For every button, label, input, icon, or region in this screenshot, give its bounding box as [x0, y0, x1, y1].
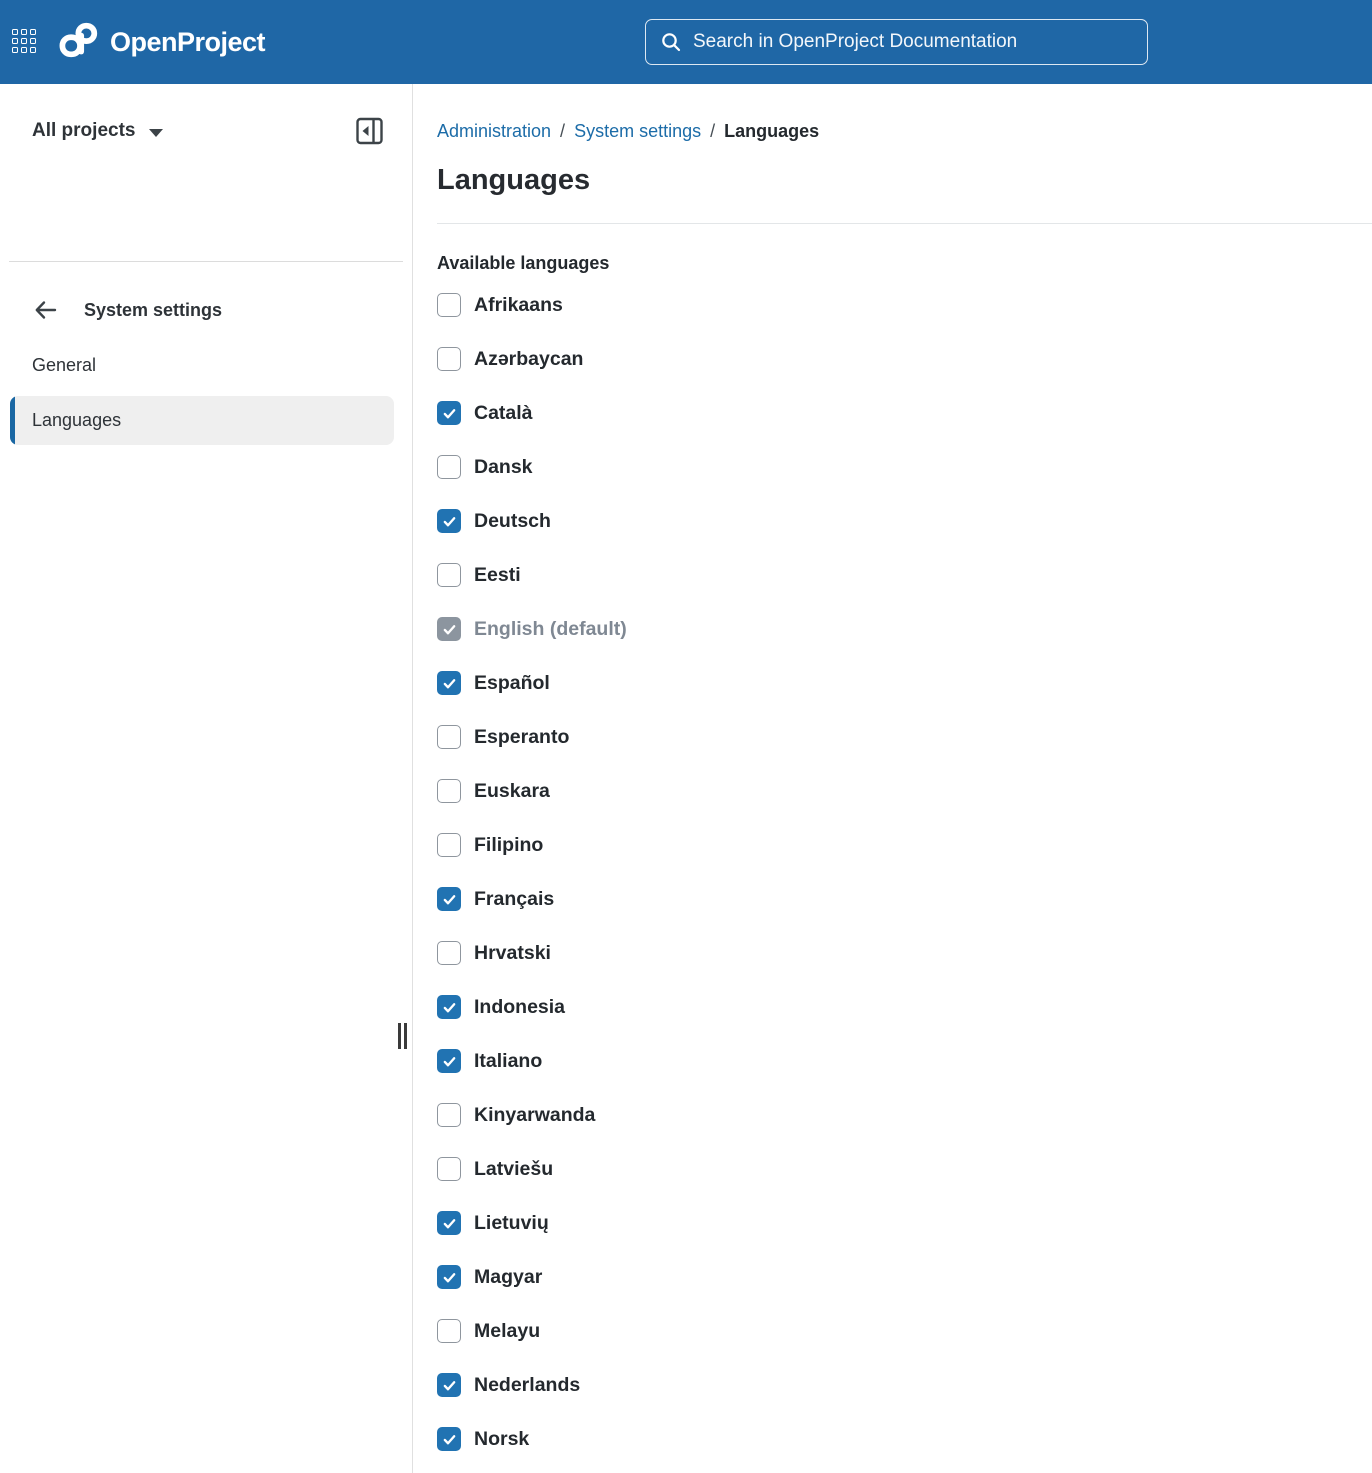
available-languages-label: Available languages	[437, 253, 610, 273]
checkbox-eesti[interactable]	[437, 563, 461, 587]
language-label-filipino[interactable]: Filipino	[474, 833, 544, 856]
language-label-espa-ol[interactable]: Español	[474, 671, 550, 694]
checkbox-fran-ais[interactable]	[437, 887, 461, 911]
language-label-latvie-u[interactable]: Latviešu	[474, 1157, 554, 1180]
project-selector-row	[0, 84, 412, 178]
check-icon	[442, 1054, 457, 1069]
sidebar-item-label: Languages	[32, 410, 122, 430]
sidebar-resize-handle[interactable]	[395, 1023, 409, 1049]
checkbox-english-default	[437, 617, 461, 641]
language-label-english-default: English (default)	[474, 617, 627, 640]
checkbox-az-rbaycan[interactable]	[437, 347, 461, 371]
checkbox-filipino[interactable]	[437, 833, 461, 857]
language-label-italiano[interactable]: Italiano	[474, 1049, 543, 1072]
language-label-esperanto[interactable]: Esperanto	[474, 725, 570, 748]
language-label-deutsch[interactable]: Deutsch	[474, 509, 551, 532]
language-row-indonesia	[437, 980, 1372, 1034]
language-row-lietuvi	[437, 1196, 1372, 1250]
check-icon	[442, 622, 457, 637]
check-icon	[442, 1270, 457, 1285]
main-content	[414, 84, 1372, 1473]
language-label-fran-ais[interactable]: Français	[474, 887, 555, 910]
language-row-catal	[437, 386, 1372, 440]
chevron-down-icon	[149, 129, 163, 137]
settings-section-header	[0, 289, 412, 335]
openproject-logo[interactable]	[58, 0, 265, 84]
search-icon	[660, 31, 682, 53]
language-row-kinyarwanda	[437, 1088, 1372, 1142]
language-row-dansk	[437, 440, 1372, 494]
language-row-melayu	[437, 1304, 1372, 1358]
language-label-euskara[interactable]: Euskara	[474, 779, 550, 802]
language-row-hrvatski	[437, 926, 1372, 980]
sidebar-item-label: General	[32, 354, 97, 375]
language-row-euskara	[437, 764, 1372, 818]
language-label-norsk[interactable]: Norsk	[474, 1427, 530, 1450]
sidebar-item-general[interactable]	[10, 342, 394, 388]
check-icon	[442, 1216, 457, 1231]
project-selector-label: All projects	[32, 120, 136, 141]
top-header	[0, 0, 1372, 84]
checkbox-kinyarwanda[interactable]	[437, 1103, 461, 1127]
breadcrumb-item-administration[interactable]: Administration	[437, 121, 552, 141]
checkbox-espa-ol[interactable]	[437, 671, 461, 695]
language-label-lietuvi[interactable]: Lietuvių	[474, 1211, 549, 1234]
project-selector[interactable]	[32, 120, 163, 142]
language-row-norsk	[437, 1412, 1372, 1466]
openproject-logo-icon	[58, 22, 102, 63]
checkbox-magyar[interactable]	[437, 1265, 461, 1289]
language-row-italiano	[437, 1034, 1372, 1088]
check-icon	[442, 1000, 457, 1015]
breadcrumb-separator: /	[560, 121, 566, 141]
language-label-magyar[interactable]: Magyar	[474, 1265, 543, 1288]
product-name: OpenProject	[110, 26, 266, 57]
breadcrumb-separator: /	[710, 121, 716, 141]
check-icon	[442, 1432, 457, 1447]
checkbox-norsk[interactable]	[437, 1427, 461, 1451]
language-row-espa-ol	[437, 656, 1372, 710]
checkbox-latvie-u[interactable]	[437, 1157, 461, 1181]
checkbox-italiano[interactable]	[437, 1049, 461, 1073]
checkbox-indonesia[interactable]	[437, 995, 461, 1019]
language-row-esperanto	[437, 710, 1372, 764]
title-divider	[437, 223, 1372, 224]
checkbox-hrvatski[interactable]	[437, 941, 461, 965]
back-arrow-icon[interactable]	[33, 297, 59, 323]
language-label-eesti[interactable]: Eesti	[474, 563, 521, 586]
language-row-afrikaans	[437, 278, 1372, 332]
sidebar-item-languages[interactable]	[10, 396, 394, 445]
language-label-nederlands[interactable]: Nederlands	[474, 1373, 581, 1396]
checkbox-deutsch[interactable]	[437, 509, 461, 533]
language-row-deutsch	[437, 494, 1372, 548]
language-label-dansk[interactable]: Dansk	[474, 455, 533, 478]
sidebar-divider	[9, 261, 403, 262]
language-row-filipino	[437, 818, 1372, 872]
language-label-afrikaans[interactable]: Afrikaans	[474, 293, 563, 316]
documentation-search	[645, 19, 1148, 65]
language-list	[437, 278, 1372, 1466]
check-icon	[442, 1378, 457, 1393]
collapse-sidebar-icon	[356, 118, 383, 145]
page-title: Languages	[437, 164, 591, 196]
checkbox-afrikaans[interactable]	[437, 293, 461, 317]
search-input[interactable]	[693, 31, 1133, 53]
language-row-magyar	[437, 1250, 1372, 1304]
language-label-indonesia[interactable]: Indonesia	[474, 995, 566, 1018]
checkbox-dansk[interactable]	[437, 455, 461, 479]
language-row-english-default	[437, 602, 1372, 656]
language-row-az-rbaycan	[437, 332, 1372, 386]
checkbox-esperanto[interactable]	[437, 725, 461, 749]
breadcrumb	[437, 121, 1372, 142]
checkbox-nederlands[interactable]	[437, 1373, 461, 1397]
checkbox-catal[interactable]	[437, 401, 461, 425]
collapse-sidebar-button[interactable]	[356, 118, 383, 145]
language-row-latvie-u	[437, 1142, 1372, 1196]
language-label-melayu[interactable]: Melayu	[474, 1319, 541, 1342]
language-row-eesti	[437, 548, 1372, 602]
language-label-az-rbaycan[interactable]: Azərbaycan	[474, 347, 584, 370]
breadcrumb-item-languages: Languages	[724, 121, 820, 141]
language-label-catal[interactable]: Català	[474, 401, 533, 424]
sidebar-section-title: System settings	[84, 300, 223, 320]
checkbox-melayu[interactable]	[437, 1319, 461, 1343]
check-icon	[442, 676, 457, 691]
language-label-kinyarwanda[interactable]: Kinyarwanda	[474, 1103, 596, 1126]
checkbox-lietuvi[interactable]	[437, 1211, 461, 1235]
selected-indicator-bar	[10, 396, 15, 445]
language-label-hrvatski[interactable]: Hrvatski	[474, 941, 551, 964]
checkbox-euskara[interactable]	[437, 779, 461, 803]
check-icon	[442, 892, 457, 907]
sidebar	[0, 84, 413, 1473]
language-row-fran-ais	[437, 872, 1372, 926]
check-icon	[442, 514, 457, 529]
app-grid-icon[interactable]	[12, 29, 38, 55]
check-icon	[442, 406, 457, 421]
language-row-nederlands	[437, 1358, 1372, 1412]
breadcrumb-item-system-settings[interactable]: System settings	[574, 121, 702, 141]
